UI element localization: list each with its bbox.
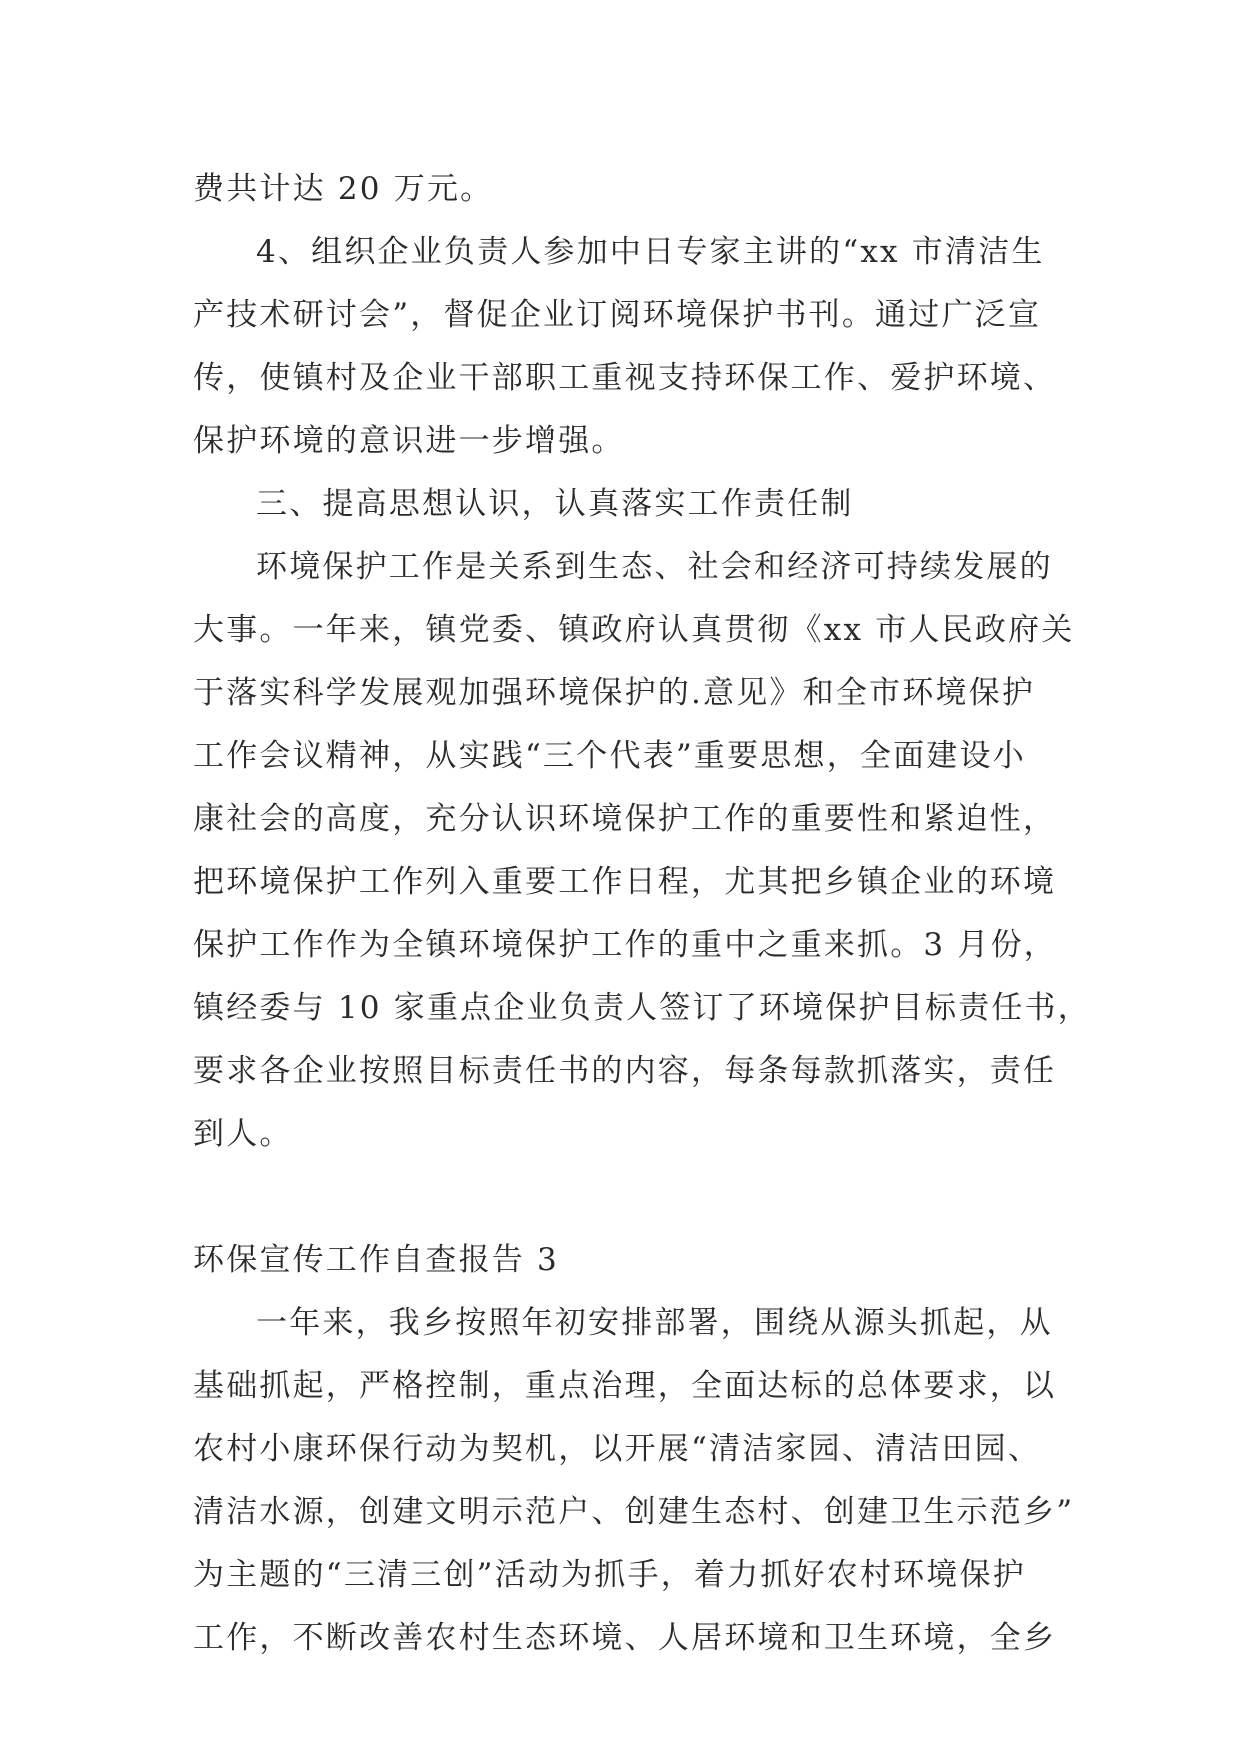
text-line: 保护工作作为全镇环境保护工作的重中之重来抓。3 月份， (193, 927, 1057, 963)
text-line: 要求各企业按照目标责任书的内容，每条每款抓落实，责任 (193, 1053, 1057, 1089)
paragraph-gap (193, 1166, 1073, 1229)
paragraph-start-line: 环境保护工作是关系到生态、社会和经济可持续发展的 (256, 549, 1053, 585)
text-line: 产技术研讨会”，督促企业订阅环境保护书刊。通过广泛宣 (193, 297, 1042, 333)
text-line: 为主题的“三清三创”活动为抓手，着力抓好农村环境保护 (193, 1557, 1026, 1593)
text-line: 镇经委与 10 家重点企业负责人签订了环境保护目标责任书， (193, 990, 1091, 1026)
paragraph-start-line: 一年来，我乡按照年初安排部署，围绕从源头抓起，从 (256, 1305, 1053, 1341)
text-line: 费共计达 20 万元。 (193, 171, 494, 207)
text-line: 农村小康环保行动为契机，以开展“清洁家园、清洁田园、 (193, 1431, 1042, 1467)
paragraph-start-line: 4、组织企业负责人参加中日专家主讲的“xx 市清洁生 (256, 234, 1045, 270)
document-body (193, 158, 1091, 1670)
text-line: 工作，不断改善农村生态环境、人居环境和卫生环境，全乡 (193, 1620, 1057, 1656)
text-line: 大事。一年来，镇党委、镇政府认真贯彻《xx 市人民政府关 (193, 612, 1075, 648)
text-line: 康社会的高度，充分认识环境保护工作的重要性和紧迫性， (193, 801, 1057, 837)
text-line: 保护环境的意识进一步增强。 (193, 423, 625, 459)
text-line: 工作会议精神，从实践“三个代表”重要思想，全面建设小 (193, 738, 1026, 774)
report-title: 环保宣传工作自查报告 3 (193, 1242, 559, 1278)
text-line: 于落实科学发展观加强环境保护的.意见》和全市环境保护 (193, 675, 1036, 711)
text-line: 传，使镇村及企业干部职工重视支持环保工作、爱护环境、 (193, 360, 1057, 396)
text-line: 清洁水源，创建文明示范户、创建生态村、创建卫生示范乡” (193, 1494, 1075, 1530)
text-line: 把环境保护工作列入重要工作日程，尤其把乡镇企业的环境 (193, 864, 1057, 900)
section-heading: 三、提高思想认识，认真落实工作责任制 (256, 486, 854, 522)
text-line: 基础抓起，严格控制，重点治理，全面达标的总体要求，以 (193, 1368, 1057, 1404)
text-line: 到人。 (193, 1116, 293, 1152)
